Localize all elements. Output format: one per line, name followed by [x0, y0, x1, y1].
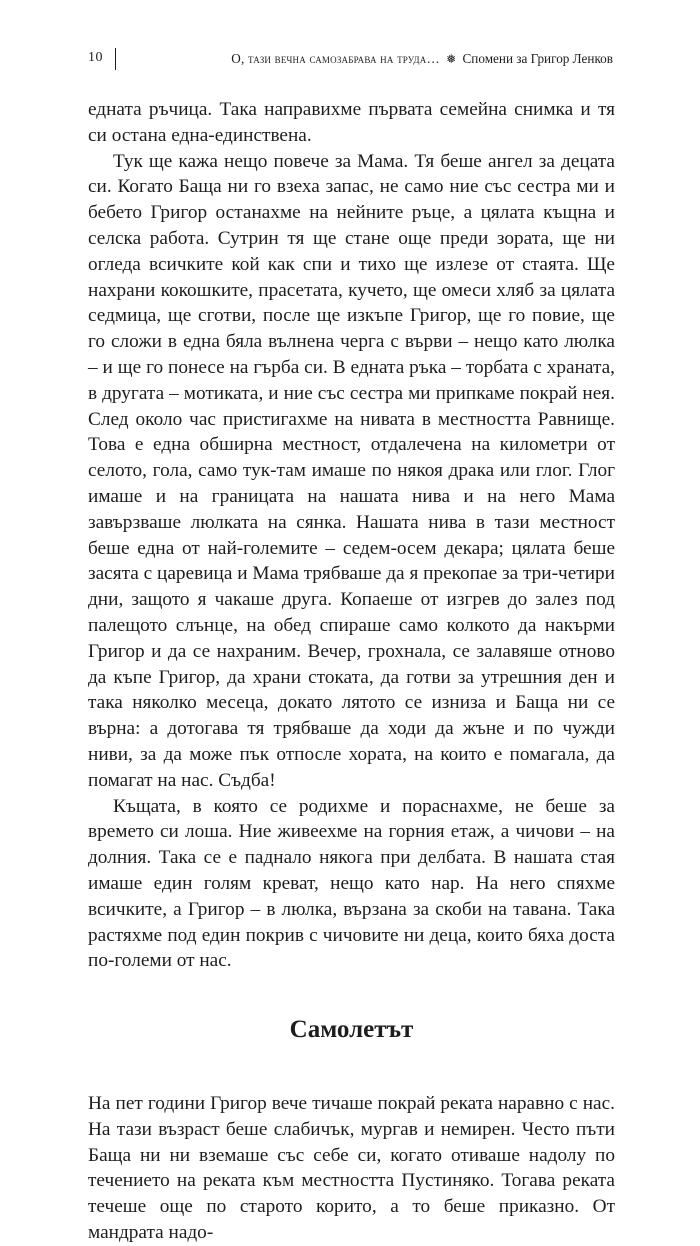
snowflake-ornament-icon: ❅ [446, 52, 457, 66]
book-subtitle: Спомени за Григор Ленков [462, 51, 613, 66]
running-title [231, 51, 613, 67]
page-body [88, 97, 615, 1246]
header-divider [115, 48, 116, 70]
section-title: Самолетът [289, 1016, 414, 1044]
paragraph-continuation: едната ръчица. Така направихме първата семейна снимка и тя си остана една-единствена. [88, 99, 615, 146]
paragraph-mother: Тук ще кажа нещо повече за Мама. Тя беше ангел за децата си. Когато Баща ни го взеха запас, не само ние със сестра ми и бебето Григор останахме на нейните ръце, а цялата къщна и селска работа. Сутрин тя ще стане още преди зората, ще ни огледа всичките кой как спи и тихо ще излезе от стаята. Ще нахрани кокошките, прасетата, кучето, ще омеси хляб за цялата седмица, ще сготви, после ще изкъпе Григор, ще го повие, ще го сложи в една бяла вълнена черга с върви – нещо като люлка – и ще го понесе на гърба си. В едната ръка – торбата с храната, в другата – мотиката, и ние със сестра ми припкаме покрай нея. След около час пристигахме на нивата в местността Равнище. Това е една обширна местност, отдалечена на километри от селото, гола, само тук-там имаше по някоя драка или глог. Глог имаше и на границата на нашата нива и на него Мама завързваше люлката на сянка. Нашата нива в тази местност беше една от най-големите – седем-осем декара; цялата беше засята с царевица и Мама трябваше да я прекопае за три-четири дни, защото я чакаше друга. Копаеше от изгрев до залез под палещото слънце, на обед спираше само колкото да накърми Григор и да се нахраним. Вечер, грохнала, се залавяше отново да къпе Григор, да храни стоката, да готви за утрешния ден и така няколко месеца, докато лятото се изниза и Баща ни се върна: а дотогава тя трябваше да ходи да жъне и по чужди ниви, за да може пък отпосле хората, на които е помагала, да помагат на нас. Съдба! [88, 150, 615, 791]
paragraph-section-start: На пет години Григор вече тичаше покрай реката наравно с нас. На тази възраст беше слабичък, мургав и немирен. Често пъти Баща ни ни вземаше със себе си, когато отиваше надолу по течението на реката към местността Пустиняко. Тогава реката течеше още по старото корито, а то беше приказно. От мандрата надо- [88, 1093, 615, 1244]
page-number: 10 [88, 50, 103, 65]
paragraph-house: Къщата, в която се родихме и пораснахме, не беше за времето си лоша. Ние живеехме на горния етаж, а чичови – на долния. Така се е паднало някога при делбата. В нашата стая имаше един голям креват, нещо като нар. На него спяхме всичките, а Григор – в люлка, вързана за скоби на тавана. Така растяхме под един покрив с чичовите ни деца, които бяха доста по-големи от нас. [88, 795, 615, 972]
running-header [88, 50, 613, 72]
book-title: О, тази вечна самозабрава на труда… [231, 51, 440, 66]
